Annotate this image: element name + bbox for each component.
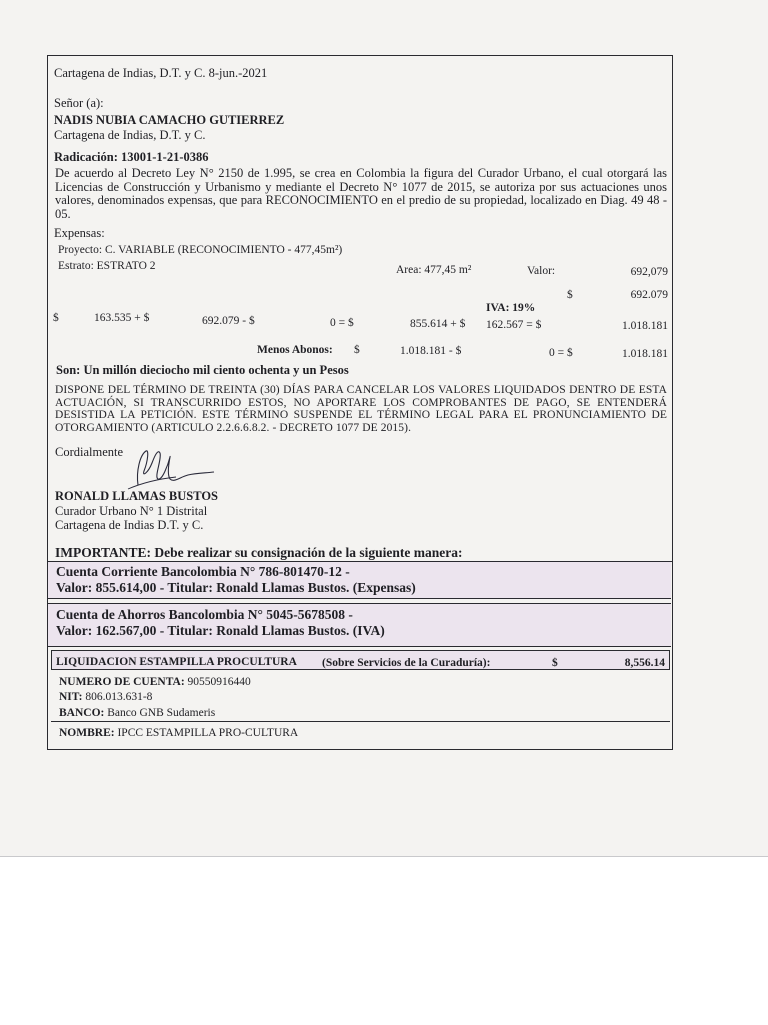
account2-line1: Cuenta de Ahorros Bancolombia N° 5045-5678508 - xyxy=(56,607,353,622)
calc-cell: 0 = $ xyxy=(330,317,354,329)
payment-account-iva xyxy=(48,603,671,647)
valor-amount: 692,079 xyxy=(630,266,668,278)
banco-row xyxy=(59,706,215,720)
nit-value: 806.013.631-8 xyxy=(85,691,153,703)
abonos-cell: 0 = $ xyxy=(549,347,573,359)
signer-city: Cartagena de Indias D.T. y C. xyxy=(55,518,204,532)
deadline-notice: DISPONE DEL TÉRMINO DE TREINTA (30) DÍAS PARA CANCELAR LOS VALORES LIQUIDADOS DENTRO DE ESTA ACTUACIÓN, SI TRANSCURRIDO ESTOS, NO APORTARE LOS COMPROBANTES DE PAGO, SE ENTENDERÁ DESISTIDA LA PETICIÓN. ESTE TÉRMINO SUSPENDE EL TÉRMINO LEGAL PARA EL PRONUNCIAMIENTO DE OTORGAMIENTO (ARTICULO 2.2.6.6.8.2. - DECRETO 1077 DE 2015). xyxy=(55,384,667,434)
nombre-row xyxy=(59,726,298,740)
nombre-value: IPCC ESTAMPILLA PRO-CULTURA xyxy=(117,727,299,739)
banco-value: Banco GNB Sudameris xyxy=(107,707,216,719)
account1-line2: Valor: 855.614,00 - Titular: Ronald Llamas Bustos. (Expensas) xyxy=(56,580,416,595)
banco-label: BANCO: xyxy=(59,707,105,719)
nombre-label: NOMBRE: xyxy=(59,727,115,739)
area-value: Area: 477,45 m² xyxy=(396,264,472,276)
nit-label: NIT: xyxy=(59,691,83,703)
valor-label: Valor: xyxy=(527,265,556,277)
cuenta-value: 90550916440 xyxy=(187,676,251,688)
calc-cell: 162.567 = $ xyxy=(486,319,542,331)
handwritten-signature xyxy=(118,443,218,495)
signer-title: Curador Urbano N° 1 Distrital xyxy=(55,504,208,518)
recipient-name: NADIS NUBIA CAMACHO GUTIERREZ xyxy=(54,113,285,127)
abonos-cell: $ xyxy=(354,344,360,356)
abonos-cell: 1.018.181 - $ xyxy=(400,345,462,357)
important-heading: IMPORTANTE: Debe realizar su consignación de la siguiente manera: xyxy=(55,545,463,560)
estrato-line: Estrato: ESTRATO 2 xyxy=(58,260,156,272)
proyecto-line: Proyecto: C. VARIABLE (RECONOCIMIENTO - 477,45m²) xyxy=(58,244,343,256)
signer-name: RONALD LLAMAS BUSTOS xyxy=(55,489,219,503)
estampilla-amount: 8,556.14 xyxy=(624,657,665,669)
payment-account-expensas xyxy=(48,561,671,599)
calc-cell: 163.535 + $ xyxy=(94,312,150,324)
estampilla-currency: $ xyxy=(552,657,558,669)
estampilla-note: (Sobre Servicios de la Curaduría): xyxy=(322,657,491,669)
divider xyxy=(51,721,670,722)
amount-in-words: Son: Un millón dieciocho mil ciento ochenta y un Pesos xyxy=(56,363,349,377)
calc-cell: 855.614 + $ xyxy=(410,318,466,330)
valor-currency: $ xyxy=(567,289,573,301)
calc-cell: 692.079 - $ xyxy=(202,315,255,327)
cuenta-label: NUMERO DE CUENTA: xyxy=(59,676,185,688)
calc-cell: $ xyxy=(53,312,59,324)
salutation: Señor (a): xyxy=(54,96,104,110)
iva-label: IVA: 19% xyxy=(486,302,536,314)
closing: Cordialmente xyxy=(55,445,124,459)
nit-row xyxy=(59,690,152,704)
intro-paragraph: De acuerdo al Decreto Ley N° 2150 de 1.995, se crea en Colombia la figura del Curador Urbano, el cual otorgará las Licencias de Construcción y Urbanismo y mediante el Decreto N° 1077 de 2015, se autoriza por sus actuaciones unos valores, denominados expensas, que para RECONOCIMIENTO en el predio de su propiedad, localizado en Diag. 49 48 - 05. xyxy=(55,166,667,221)
abonos-label: Menos Abonos: xyxy=(257,344,333,356)
account2-line2: Valor: 162.567,00 - Titular: Ronald Llamas Bustos. (IVA) xyxy=(56,623,385,638)
abonos-total: 1.018.181 xyxy=(622,348,668,360)
scan-bottom-margin xyxy=(0,856,768,1025)
calc-total: 1.018.181 xyxy=(622,320,668,332)
place-date: Cartagena de Indias, D.T. y C. 8-jun.-2021 xyxy=(54,66,268,80)
estampilla-label: LIQUIDACION ESTAMPILLA PROCULTURA xyxy=(56,656,297,668)
radicacion-number: Radicación: 13001-1-21-0386 xyxy=(54,150,209,164)
valor-amount-2: 692.079 xyxy=(630,289,668,301)
cuenta-row xyxy=(59,675,251,689)
expensas-label: Expensas: xyxy=(54,226,105,240)
recipient-city: Cartagena de Indias, D.T. y C. xyxy=(54,128,206,142)
account1-line1: Cuenta Corriente Bancolombia N° 786-801470-12 - xyxy=(56,564,350,579)
